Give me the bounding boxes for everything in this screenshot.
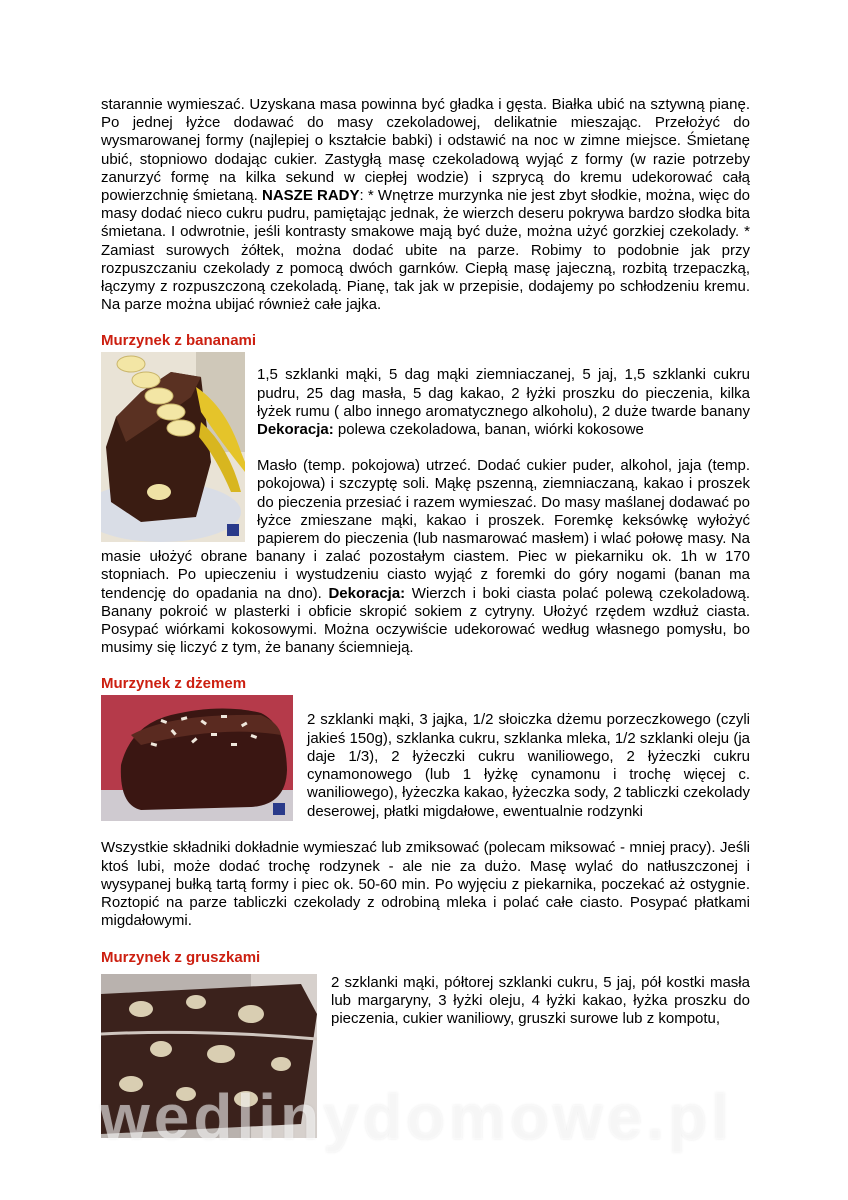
decoration-text: polewa czekoladowa, banan, wiórki kokosowe <box>333 421 644 439</box>
pear-ingredients: 2 szklanki mąki, półtorej szklanki cukru, 5 jaj, pół kostki masła lub margaryny, 3 łyżki oleju, 4 łyżki kakao, łyżka proszku do pieczenia, cukier waniliowy, gruszki surowe lub z kompotu, <box>331 973 750 1027</box>
watermark-logo: wedlinydomowe.pl <box>100 1081 733 1153</box>
method-text: Masło (temp. pokojowa) utrzeć. Dodać cukier puder, alkohol, jaja (temp. pokojowa) i szczyptę soli. Mąkę pszenną, ziemniaczaną, kakao i proszek do pieczenia przesiać i razem wymieszać. Do masy maślanej dodawać po łyżce zmieszane mąki, kakao i proszek. Foremkę keksówkę wyłożyć papierem do pieczenia (lub nasmarować masłem) i wlać połowę masy. Na masie ułożyć obrane banany i zalać pozostałym ciastem. Piec w piekarniku ok. 1h w 170 stopniach. Po upieczeniu i wystudzeniu ciasto wyjąć z foremki do góry nogami (banan ma tendencję do opadania na dno). <box>101 457 750 602</box>
recipe-title: Murzynek z bananami <box>101 332 257 350</box>
intro-paragraph <box>101 96 750 314</box>
decoration-label: Dekoracja: <box>257 421 334 439</box>
jam-cake-photo <box>101 695 293 821</box>
intro-text: starannie wymieszać. Uzyskana masa powinna być gładka i gęsta. Białka ubić na sztywną pianę. Po jednej łyżce dodawać do masy czekoladowej, delikatnie mieszając. Przełożyć do wysmarowanej formy (najlepiej o kształcie babki) i odstawić na noc w zimne miejsce. Śmietanę ubić, stopniowo dodając cukier. Zastygłą masę czekoladową wyjąć z formy (w razie potrzeby zanurzyć formę na kilka sekund w ciepłej wodzie) i szprycą do kremu udekorować całą powierzchnię śmietaną. <box>101 96 750 205</box>
ingredients-text: 1,5 szklanki mąki, 5 dag mąki ziemniaczanej, 5 jaj, 1,5 szklanki cukru pudru, 25 dag masła, 5 dag kakao, 2 łyżki proszku do pieczenia, kilka łyżek rumu ( albo innego aromatycznego alkoholu), 2 duże twarde banany <box>257 366 750 420</box>
recipe-pear <box>101 949 750 1138</box>
recipe-banana <box>101 332 750 657</box>
tips-text: : * Wnętrze murzynka nie jest zbyt słodkie, można, więc do masy dodać nieco cukru pudru, pamiętając jednak, że wierzch deseru pokrywa bardzo słodka bita śmietana. I odwrotnie, jeśli kontrasty smakowe mają być duże, można użyć gorzkiej czekolady. * Zamiast surowych żółtek, można dodać ubite na parze. Robimy to podobnie jak przy rozpuszczaniu czekolady z pomocą dwóch garnków. Ciepłą masę jajeczną, rozbitą trzepaczką, łączymy z rozpuszczoną czekoladą. Pianę, tak jak w przepisie, dodajemy po schłodzeniu kremu. Na parze można ubijać również całe jajka. <box>101 187 750 314</box>
banana-cake-photo <box>101 352 245 542</box>
recipe-title: Murzynek z gruszkami <box>101 948 261 966</box>
recipe-title: Murzynek z dżemem <box>101 675 247 693</box>
method-decoration-label: Dekoracja: <box>328 584 406 602</box>
method-decoration-text: Wierzch i boki ciasta polać polewą czekoladową. Banany pokroić w plasterki i obficie skropić sokiem z cytryny. Ułożyć rzędem wzdłuż ciasta. Posypać wiórkami kokosowymi. Można oczywiście udekorować według własnego pomysłu, bo musimy się liczyć z tym, że banany ściemnieją. <box>101 584 750 657</box>
jam-ingredients: 2 szklanki mąki, 3 jajka, 1/2 słoiczka dżemu porzeczkowego (czyli jakieś 150g), szklanka cukru, szklanka mleka, 1/2 szklanki oleju (ja daje 1/3), 2 łyżeczki cukru waniliowego, 2 łyżeczki cukru cynamonowego (lub 1 łyżkę cynamonu i trochę więcej c. waniliowego), łyżeczka kakao, łyżeczka sody, 2 tabliczki czekolady deserowej, płatki migdałowe, ewentualnie rodzynki <box>307 711 750 820</box>
recipe-jam <box>101 675 750 930</box>
pear-cake-photo <box>101 974 317 1138</box>
document-page <box>101 96 750 1138</box>
tips-label: NASZE RADY <box>261 187 360 205</box>
jam-method: Wszystkie składniki dokładnie wymieszać lub zmiksować (polecam miksować - mniej pracy). Jeśli ktoś lubi, może dodać trochę rodzynek - ale nie za dużo. Masę wylać do natłuszczonej i wysypanej bułką tartą formy i piec ok. 50-60 min. Po wyjęciu z piekarnika, poczekać aż ostygnie. Roztopić na parze tabliczki czekolady z odrobiną mleka i polać całe ciasto. Posypać płatkami migdałowymi. <box>101 839 750 930</box>
